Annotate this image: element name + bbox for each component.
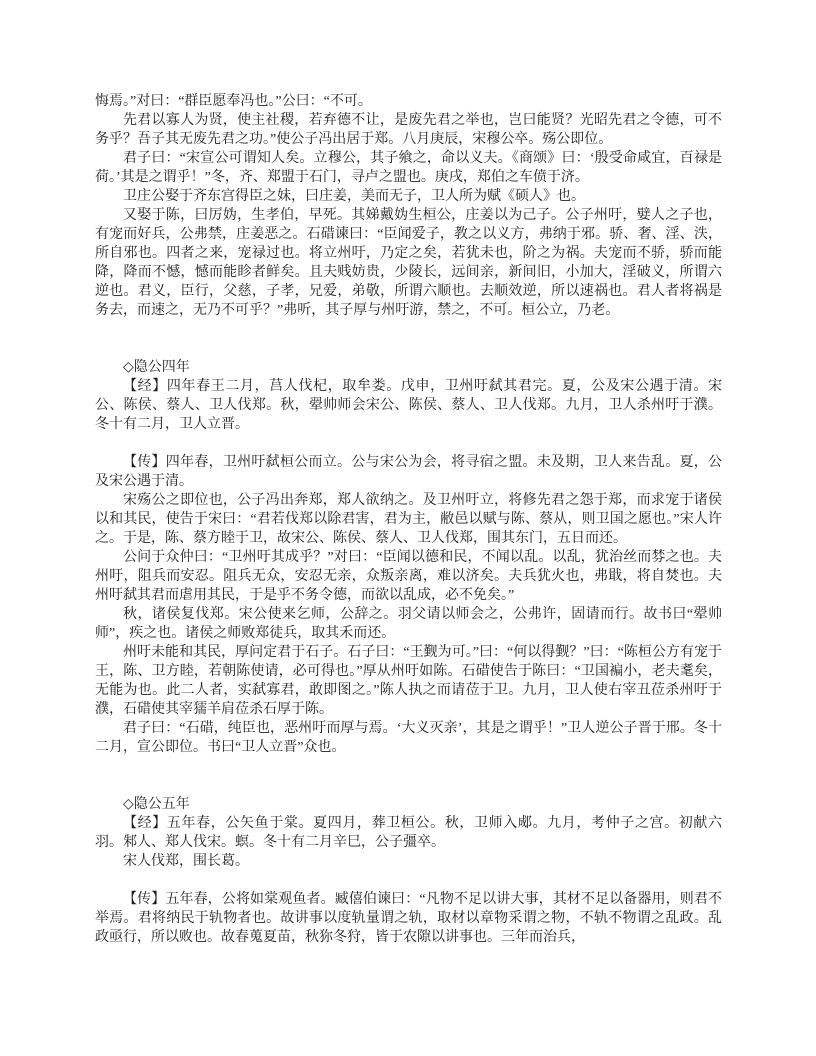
paragraph: 秋，诸侯复伐郑。宋公使来乞师，公辞之。羽父请以师会之，公弗许，固请而行。故书曰“翚帅师”，疾之也。诸侯之师败郑徒兵，取其禾而还。 — [95, 607, 722, 641]
paragraph: 君子曰：“石碏，纯臣也，恶州吁而厚与焉。‘大义灭亲’，其是之谓乎！”卫人逆公子晋于邢。冬十二月，宣公即位。书曰“卫人立晋”众也。 — [95, 721, 722, 755]
paragraph: 州吁未能和其民，厚问定君于石子。石子曰：“王觐为可。”曰：“何以得觐？”曰：“陈桓公方有宠于王，陈、卫方睦，若朝陈使请，必可得也。”厚从州吁如陈。石碏使告于陈曰：“卫国褊小，老夫耄矣，无能为也。此二人者，实弑寡君，敢即图之。”陈人执之而请莅于卫。九月，卫人使右宰丑莅杀州吁于濮，石碏使其宰獳羊肩莅杀石厚于陈。 — [95, 645, 722, 717]
paragraph: 公问于众仲曰：“卫州吁其成乎？”对曰：“臣闻以德和民，不闻以乱。以乱，犹治丝而棼之也。夫州吁，阻兵而安忍。阻兵无众，安忍无亲，众叛亲离，难以济矣。夫兵犹火也，弗戢，将自焚也。夫州吁弑其君而虐用其民，于是乎不务令德，而欲以乱成，必不免矣。” — [95, 550, 722, 603]
paragraph: 【经】五年春，公矢鱼于棠。夏四月，葬卫桓公。秋，卫师入郕。九月，考仲子之宫。初献六羽。邾人、郑人伐宋。螟。冬十有二月辛巳，公子彊卒。 — [95, 816, 722, 850]
paragraph: 【传】五年春，公将如棠观鱼者。臧僖伯谏曰：“凡物不足以讲大事，其材不足以备器用，则君不举焉。君将纳民于轨物者也。故讲事以度轨量谓之轨，取材以章物采谓之物，不轨不物谓之乱政。乱政亟行，所以败也。故春蒐夏苗，秋狝冬狩，皆于农隙以讲事也。三年而治兵， — [95, 892, 722, 945]
paragraph: 【传】四年春，卫州吁弑桓公而立。公与宋公为会，将寻宿之盟。未及期，卫人来告乱。夏，公及宋公遇于清。 — [95, 455, 722, 489]
paragraph: 卫庄公娶于齐东宫得臣之妹，曰庄姜，美而无子，卫人所为赋《硕人》也。 — [123, 189, 585, 204]
section-heading: ◇隐公五年 — [123, 797, 190, 812]
paragraph: 宋人伐郑，围长葛。 — [123, 854, 249, 869]
paragraph: 【经】四年春王二月，莒人伐杞，取牟娄。戊申，卫州吁弑其君完。夏，公及宋公遇于清。宋公、陈侯、蔡人、卫人伐郑。秋，翚帅师会宋公、陈侯、蔡人、卫人伐郑。九月，卫人杀州吁于濮。冬十有二月，卫人立晋。 — [95, 379, 722, 432]
paragraph: 先君以寡人为贤，使主社稷，若弃德不让，是废先君之举也，岂曰能贤？光昭先君之令德，可不务乎？吾子其无废先君之功。”使公子冯出居于郑。八月庚辰，宋穆公卒。殇公即位。 — [95, 113, 722, 147]
paragraph: 宋殇公之即位也，公子冯出奔郑，郑人欲纳之。及卫州吁立，将修先君之怨于郑，而求宠于诸侯以和其民，使告于宋曰：“君若伐郑以除君害，君为主，敝邑以赋与陈、蔡从，则卫国之愿也。”宋人许之。于是，陈、蔡方睦于卫，故宋公、陈侯、蔡人、卫人伐郑，围其东门，五日而还。 — [95, 493, 722, 546]
paragraph: 又娶于陈，曰厉妫，生孝伯，早死。其娣戴妫生桓公，庄姜以为己子。公子州吁，嬖人之子也，有宠而好兵，公弗禁，庄姜恶之。石碏谏曰：“臣闻爱子，教之以义方，弗纳于邪。骄、奢、淫、泆，所自邪也。四者之来，宠禄过也。将立州吁，乃定之矣，若犹未也，阶之为祸。夫宠而不骄，骄而能降，降而不憾，憾而能眕者鲜矣。且夫贱妨贵，少陵长，远间亲，新间旧，小加大，淫破义，所谓六逆也。君义，臣行，父慈，子孝，兄爱，弟敬，所谓六顺也。去顺效逆，所以速祸也。君人者将祸是务去，而速之，无乃不可乎？”弗听，其子厚与州吁游，禁之，不可。桓公立，乃老。 — [95, 208, 722, 318]
text-body — [95, 92, 722, 947]
paragraph: 悔焉。”对曰：“群臣愿奉冯也。”公曰：“不可。 — [95, 94, 372, 109]
section-heading: ◇隐公四年 — [123, 360, 190, 375]
paragraph: 君子曰：“宋宣公可谓知人矣。立穆公，其子飨之，命以义夫。《商颂》曰：‘殷受命咸宜，百禄是荷。’其是之谓乎！”冬，齐、郑盟于石门，寻卢之盟也。庚戌，郑伯之车偾于济。 — [95, 151, 722, 185]
